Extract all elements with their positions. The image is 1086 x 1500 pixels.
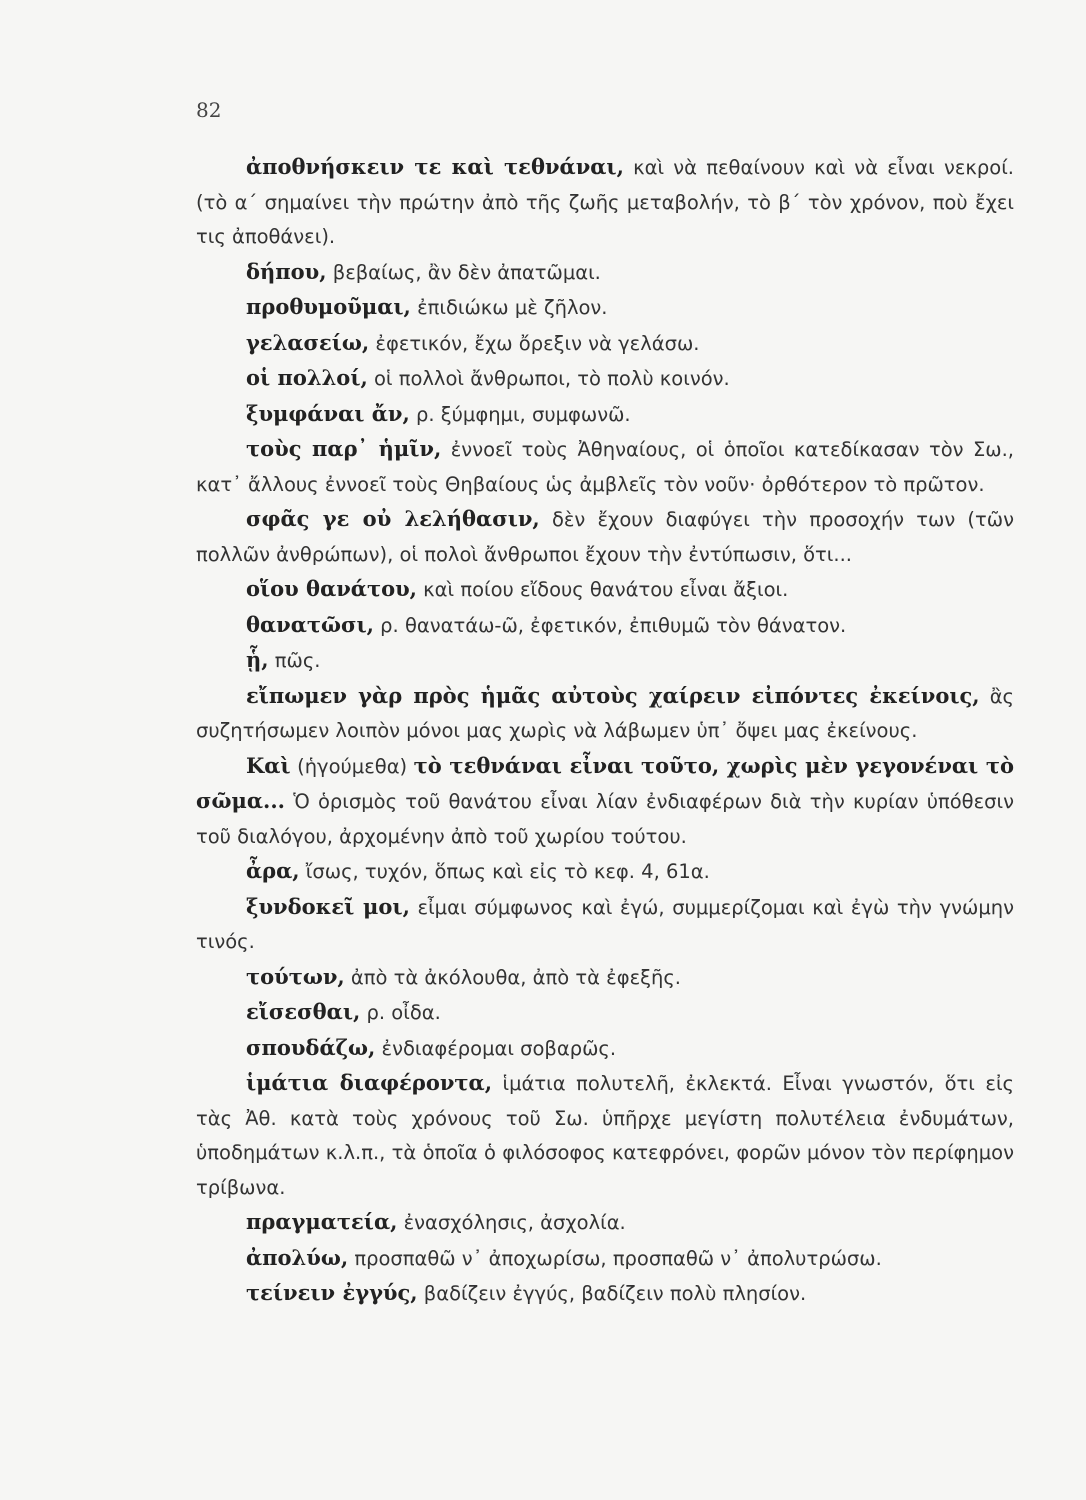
entry-lemma: ἱμάτια διαφέροντα, (246, 1070, 493, 1095)
entry-lemma: ἀπολύω, (246, 1244, 349, 1270)
entry-lemma: ἆρα, (246, 858, 300, 883)
entry-lemma: σπουδάζω, (246, 1034, 376, 1060)
entry-lemma: τοὺς παρ᾿ ἡμῖν, (246, 436, 442, 461)
entry-gloss: (ἡγούμεθα) (290, 754, 414, 778)
entry-lemma: εἴσεσθαι, (246, 999, 361, 1024)
entry-gloss: ρ. θανατάω-ῶ, ἐφετικόν, ἐπιθυμῶ τὸν θάνατον. (373, 613, 847, 637)
entry-lemma: γελασείω, (246, 329, 370, 355)
entry-gloss: δὲν ἔχουν διαφύγει τὴν προσοχήν των (τῶν πολλῶν ἀνθρώπων), οἱ πολοὶ ἄνθρωποι ἔχουν τὴν ἐντύπωσιν, ὅτι... (196, 508, 1014, 566)
entry-gloss: καὶ ποίου εἴδους θανάτου εἶναι ἄξιοι. (416, 578, 789, 601)
entry-gloss: εἶμαι σύμφωνος καὶ ἐγώ, συμμερίζομαι καὶ ἐγὼ τὴν γνώμην τινός. (196, 895, 1015, 953)
glossary-entry (196, 361, 1014, 397)
glossary-body (196, 150, 1014, 1312)
glossary-entry (196, 608, 1014, 644)
entry-gloss: προσπαθῶ ν᾿ ἀποχωρίσω, προσπαθῶ ν᾿ ἀπολυτρώσω. (348, 1246, 882, 1270)
entry-lemma: Καὶ (246, 752, 291, 778)
entry-gloss: ἂς συζητήσωμεν λοιπὸν μόνοι μας χωρὶς νὰ λάβωμεν ὑπ᾿ ὄψει μας ἐκείνους. (196, 684, 1014, 742)
entry-lemma: προθυμοῦμαι, (246, 294, 411, 319)
entry-gloss: ἐνδιαφέρομαι σοβαρῶς. (375, 1036, 617, 1060)
entry-lemma: πραγματεία, (246, 1209, 398, 1234)
glossary-entry (196, 995, 1014, 1031)
entry-gloss: ρ. οἶδα. (360, 1001, 441, 1024)
glossary-entry (196, 150, 1014, 255)
entry-lemma: δήπου, (246, 258, 327, 284)
entry-gloss: ρ. ξύμφημι, συμφωνῶ. (409, 402, 631, 426)
entry-lemma: θανατῶσι, (246, 611, 374, 637)
entry-lemma: ξυμφάναι ἄν, (246, 400, 410, 426)
entry-lemma: ἀποθνήσκειν τε καὶ τεθνάναι, (246, 154, 624, 179)
entry-gloss: ἐπιδιώκω μὲ ζῆλον. (410, 296, 608, 319)
entry-lemma: τείνειν ἐγγύς, (246, 1280, 418, 1305)
entry-gloss: πῶς. (268, 649, 321, 672)
glossary-entry (196, 854, 1014, 890)
glossary-entry (196, 1066, 1014, 1205)
glossary-entry (196, 749, 1014, 855)
glossary-entry (196, 290, 1014, 326)
entry-gloss: βαδίζειν ἐγγύς, βαδίζειν πολὺ πλησίον. (417, 1282, 807, 1305)
entry-gloss: ἐφετικόν, ἔχω ὄρεξιν νὰ γελάσω. (369, 331, 700, 355)
entry-gloss: βεβαίως, ἂν δὲν ἀπατῶμαι. (326, 260, 601, 284)
entry-lemma: ᾗ, (246, 647, 269, 672)
page-number: 82 (196, 98, 222, 122)
entry-gloss: καὶ νὰ πεθαίνουν καὶ νὰ εἶναι νεκροί. (τὸ α΄ σημαίνει τὴν πρώτην ἀπὸ τῆς ζωῆς μεταβολήν, τὸ β΄ τὸν χρόνον, ποὺ ἔχει τις ἀποθάνει). (196, 156, 1014, 248)
glossary-entry (196, 1031, 1014, 1067)
glossary-entry (196, 1276, 1014, 1312)
glossary-entry (196, 1241, 1014, 1277)
glossary-entry (196, 397, 1014, 433)
entry-gloss: ἐνασχόλησις, ἀσχολία. (397, 1211, 626, 1234)
glossary-entry (196, 432, 1014, 502)
entry-lemma: ξυνδοκεῖ μοι, (246, 893, 410, 919)
entry-gloss: ἱμάτια πολυτελῆ, ἐκλεκτά. Εἶναι γνωστόν, ὅτι εἰς τὰς Ἀθ. κατὰ τοὺς χρόνους τοῦ Σω. ὑπῆρχε μεγίστη πολυτέλεια ἐνδυμάτων, ὑποδημάτων κ.λ.π., τὰ ὁποῖα ὁ φιλόσοφος κατεφρόνει, φορῶν μόνον τὸν περίφημον τρίβωνα. (196, 1072, 1014, 1199)
entry-lemma: οἵου θανάτου, (246, 576, 417, 601)
glossary-entry (196, 326, 1014, 362)
glossary-entry (196, 572, 1014, 608)
entry-lemma: σφᾶς γε οὐ λελήθασιν, (246, 506, 540, 531)
glossary-entry (196, 643, 1014, 679)
entry-gloss: ἀπὸ τὰ ἀκόλουθα, ἀπὸ τὰ ἐφεξῆς. (344, 965, 681, 989)
glossary-entry (196, 1205, 1014, 1241)
glossary-entry (196, 890, 1014, 960)
entry-gloss: ἐννοεῖ τοὺς Ἀθηναίους, οἱ ὁποῖοι κατεδίκασαν τὸν Σω., κατ᾿ ἄλλους ἐννοεῖ τοὺς Θηβαίους ὡς ἀμβλεῖς τὸν νοῦν· ὀρθότερον τὸ πρῶτον. (196, 438, 1015, 496)
entry-lemma: οἱ πολλοί, (246, 365, 368, 390)
entry-gloss: ἴσως, τυχόν, ὅπως καὶ εἰς τὸ κεφ. 4, 61α. (299, 860, 710, 883)
glossary-entry (196, 255, 1014, 291)
entry-lemma: εἴπωμεν γὰρ πρὸς ἡμᾶς αὐτοὺς χαίρειν εἰπόντες ἐκείνοις, (246, 682, 980, 708)
entry-lemma: τούτων, (246, 963, 345, 989)
entry-gloss: οἱ πολλοὶ ἄνθρωποι, τὸ πολὺ κοινόν. (367, 367, 730, 390)
glossary-entry (196, 679, 1014, 749)
entry-lemma-continued: τὸ τεθνάναι εἶναι τοῦτο, χωρὶς μὲν γεγονέναι τὸ σῶμα... (196, 752, 1014, 813)
entry-gloss-continued: Ὁ ὁρισμὸς τοῦ θανάτου εἶναι λίαν ἐνδιαφέρων διὰ τὴν κυρίαν ὑπόθεσιν τοῦ διαλόγου, ἀρχομένην ἀπὸ τοῦ χωρίου τούτου. (196, 790, 1014, 848)
glossary-entry (196, 502, 1014, 572)
glossary-entry (196, 960, 1014, 996)
